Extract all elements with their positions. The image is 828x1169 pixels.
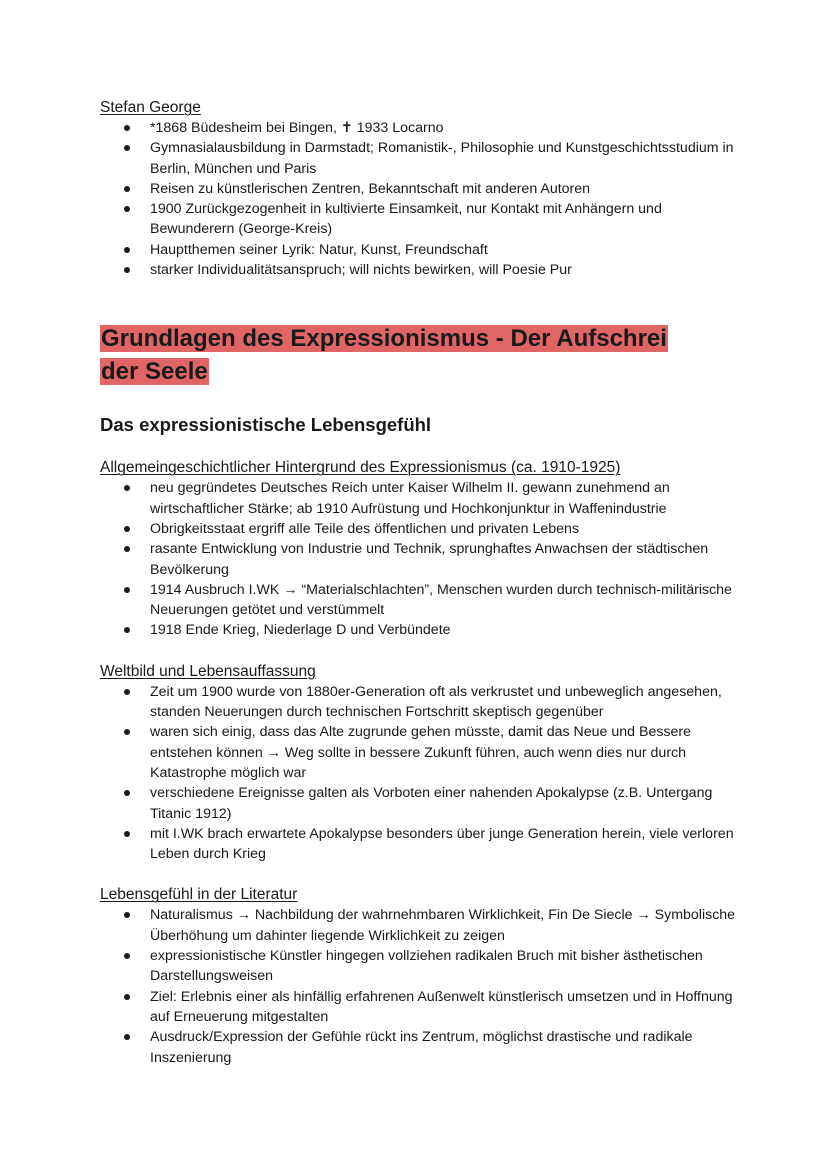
list-item: Naturalismus → Nachbildung der wahrnehmbaren Wirklichkeit, Fin De Siecle → Symbolische Überhöhung um dahinter liegende Wirklichkeit zu zeigen	[100, 905, 740, 946]
bullet-icon	[124, 729, 130, 735]
bullet-icon	[124, 587, 130, 593]
bullet-icon	[124, 186, 130, 192]
list-item: 1900 Zurückgezogenheit in kultivierte Einsamkeit, nur Kontakt mit Anhängern und Bewunderern (George-Kreis)	[100, 199, 740, 240]
bullet-icon	[124, 206, 130, 212]
bullet-icon	[124, 526, 130, 532]
heading-historical-background: Allgemeingeschichtlicher Hintergrund des Expressionismus (ca. 1910-1925)	[100, 459, 621, 477]
list-item: Ausdruck/Expression der Gefühle rückt ins Zentrum, möglichst drastische und radikale Inszenierung	[100, 1027, 740, 1068]
list-item: Obrigkeitsstaat ergriff alle Teile des öffentlichen und privaten Lebens	[100, 519, 740, 539]
bullet-icon	[124, 546, 130, 552]
bullet-icon	[124, 145, 130, 151]
bullet-icon	[124, 953, 130, 959]
document-page	[100, 98, 740, 1068]
bullet-icon	[124, 125, 130, 131]
section-title: Das expressionistische Lebensgefühl	[100, 414, 432, 436]
bullet-icon	[124, 1034, 130, 1040]
list-item: Gymnasialausbildung in Darmstadt; Romanistik-, Philosophie und Kunstgeschichtsstudium in Berlin, München und Paris	[100, 138, 740, 179]
list-historical-background	[100, 478, 740, 640]
heading-literature: Lebensgefühl in der Literatur	[100, 886, 298, 904]
bullet-icon	[124, 267, 130, 273]
list-item: 1914 Ausbruch I.WK → “Materialschlachten”, Menschen wurden durch technisch-militärische Neuerungen getötet und verstümmelt	[100, 580, 740, 621]
list-item: verschiedene Ereignisse galten als Vorboten einer nahenden Apokalypse (z.B. Untergang Titanic 1912)	[100, 783, 740, 824]
bullet-icon	[124, 689, 130, 695]
bullet-icon	[124, 831, 130, 837]
bullet-icon	[124, 247, 130, 253]
page-title: Grundlagen des Expressionismus - Der Aufschrei der Seele	[101, 325, 667, 386]
list-item: Reisen zu künstlerischen Zentren, Bekanntschaft mit anderen Autoren	[100, 179, 740, 199]
list-stefan-george	[100, 118, 740, 280]
list-item: expressionistische Künstler hingegen vollziehen radikalen Bruch mit bisher ästhetischen Darstellungsweisen	[100, 946, 740, 987]
list-item: rasante Entwicklung von Industrie und Technik, sprunghaftes Anwachsen der städtischen Bevölkerung	[100, 539, 740, 580]
heading-worldview: Weltbild und Lebensauffassung	[100, 662, 316, 680]
heading-stefan-george: Stefan George	[100, 99, 201, 116]
list-item: neu gegründetes Deutsches Reich unter Kaiser Wilhelm II. gewann zunehmend an wirtschaftlicher Stärke; ab 1910 Aufrüstung und Hochkonjunktur in Waffenindustrie	[100, 478, 740, 519]
bullet-icon	[124, 790, 130, 796]
list-literature	[100, 905, 740, 1067]
bullet-icon	[124, 994, 130, 1000]
bullet-icon	[124, 485, 130, 491]
list-item: waren sich einig, dass das Alte zugrunde gehen müsste, damit das Neue und Bessere entstehen können → Weg sollte in bessere Zukunft führen, auch wenn dies nur durch Katastrophe möglich war	[100, 722, 740, 783]
list-worldview	[100, 682, 740, 865]
list-item: Zeit um 1900 wurde von 1880er-Generation oft als verkrustet und unbeweglich angesehen, standen Neuerungen durch technischen Fortschritt skeptisch gegenüber	[100, 682, 740, 723]
list-item: Ziel: Erlebnis einer als hinfällig erfahrenen Außenwelt künstlerisch umsetzen und in Hoffnung auf Erneuerung mitgestalten	[100, 987, 740, 1028]
list-item: 1918 Ende Krieg, Niederlage D und Verbündete	[100, 620, 740, 640]
bullet-icon	[124, 627, 130, 633]
list-item: mit I.WK brach erwartete Apokalypse besonders über junge Generation herein, viele verloren Leben durch Krieg	[100, 824, 740, 865]
list-item: *1868 Büdesheim bei Bingen, ✝ 1933 Locarno	[100, 118, 740, 138]
list-item: starker Individualitätsanspruch; will nichts bewirken, will Poesie Pur	[100, 260, 740, 280]
bullet-icon	[124, 912, 130, 918]
list-item: Hauptthemen seiner Lyrik: Natur, Kunst, Freundschaft	[100, 240, 740, 260]
